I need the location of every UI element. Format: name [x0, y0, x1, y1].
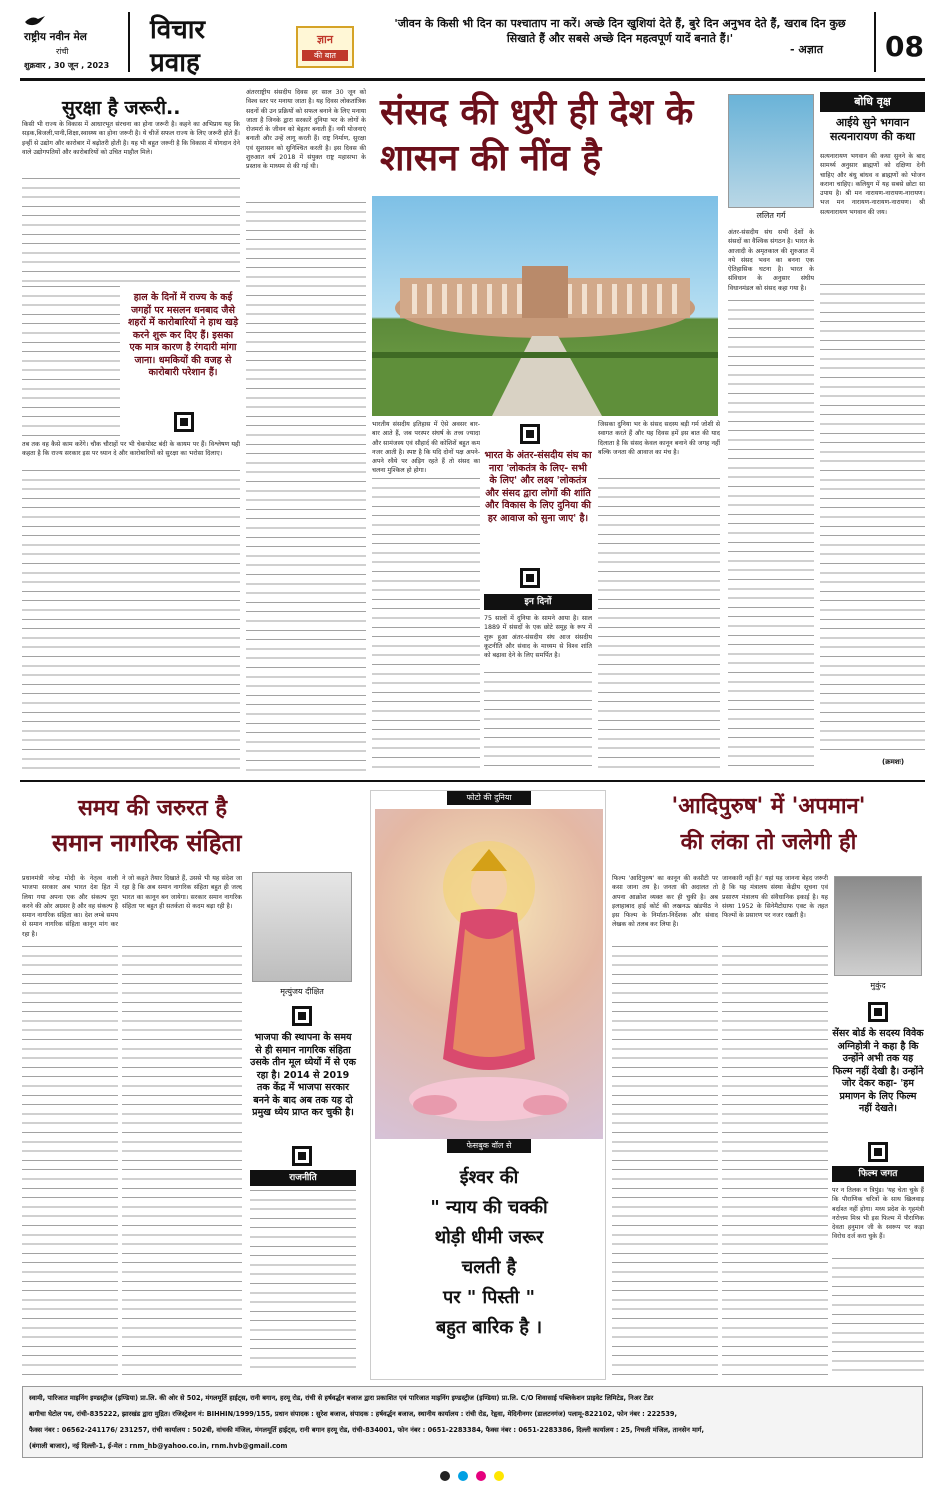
ucc-pullquote: भाजपा की स्थापना के समय से ही समान नागरिक संहिता उसके तीन मूल ध्येयों में से एक रहा है। 2014 से 2019 तक केंद्र में भाजपा सरकार बनने के बाद अब तक यह दो प्रमुख ध्येय प्राप्त कर चुकी है।	[250, 1032, 356, 1118]
parliament-right-col: अंतर-संसदीय संघ सभी देशों के संसदों का वैश्विक संगठन है। भारत के आजादी के अमृतकाल की शुरुआत में नये संसद भवन का बनना एक ऐतिहासिक घटना है। भारत के संविधान के अनुसार संघीय विधानमंडल को संसद कहा गया है।	[728, 229, 814, 292]
parliament-pullquote: भारत के अंतर-संसदीय संघ का नारा 'लोकतंत्र के लिए- सभी के लिए' और लक्ष्य 'लोकतंत्र और संसद द्वारा लोगों की शांति और विकास के लिए दुनिया की हर आवाज को सुना जाए' है।	[484, 450, 592, 524]
square-marker-icon	[174, 412, 194, 432]
gyan-badge	[296, 26, 354, 68]
bodhi-footer: (क्रमशः)	[882, 758, 905, 766]
square-marker-icon	[868, 1142, 888, 1162]
page-number: 08	[885, 30, 924, 63]
parliament-col3: जिसका दुनिया भर के संसद सदस्य बड़ी गर्म जोशी से स्वागत करते हैं और यह दिवस हमें इस बात की याद दिलाता है कि संसद केवल कानून बनाने की जगह नहीं बल्कि जनता की आवाज का मंच है।	[598, 421, 720, 456]
masthead-quote: 'जीवन के किसी भी दिन का पश्चाताप ना करें। अच्छे दिन खुशियां देते हैं, बुरे दिन अनुभव देते हैं, खराब दिन कुछ सिखाते हैं और सबसे अच्छे दिन महत्वपूर्ण यादें बनाते हैं।'	[394, 17, 846, 45]
bird-logo-icon	[24, 14, 46, 28]
quote-line: ईश्वर की	[459, 1167, 519, 1188]
security-tail: तब तक वह कैसे काम करेंगे। चौक चौराहों पर भी चेकपोस्ट बंदी के कायम पर हैं। विश्लेषण यही कहता है कि राज्य सरकार इस पर ध्यान दे और कारोबारियों को सुरक्षा का भरोसा दिलाए।	[22, 441, 240, 458]
parliament-section-label: इन दिनों	[484, 594, 592, 610]
facebook-box	[370, 790, 606, 1380]
square-marker-icon	[520, 568, 540, 588]
security-headline: सुरक्षा है जरूरी..	[62, 97, 181, 119]
square-marker-icon	[868, 1002, 888, 1022]
issue-date: शुक्रवार , 30 जून , 2023	[24, 61, 110, 70]
quote-line: चलती है	[461, 1257, 517, 1278]
parliament-intro-lead: अंतरराष्ट्रीय संसदीय दिवस हर साल 30 जून को विश्व स्तर पर मनाया जाता है। यह दिवस लोकतांत्रिक सदनों की उन प्रक्रियों को सफल बनाने के लिए मनाया जाता है जिनके द्वारा सरकारें दुनिया भर के लोगों के रोजमर्रा के जीवन को बेहतर बनाती हैं। नयी योजनाएं बनाती और उन्हें लागू करती हैं। राष्ट्र निर्माण, सुरक्षा एवं सुशासन को सुनिश्चित करती है। इस दिवस की शुरुआत वर्ष 2018 में संयुक्त राष्ट्र महासभा के प्रस्ताव के माध्यम से की गई थी।	[246, 89, 366, 171]
facebook-wall-label: फेसबुक वॉल से	[447, 1139, 531, 1153]
article-parliament-intro	[246, 88, 366, 778]
author-lalit-name: ललित गर्ग	[756, 211, 786, 220]
author-mukund-name: मुकुंद	[870, 981, 886, 990]
paper-name: राष्ट्रीय नवीन मेल	[24, 31, 87, 43]
square-marker-icon	[292, 1146, 312, 1166]
masthead	[0, 0, 945, 78]
imprint-line2: बागीचा घेटोल पथ, रांची-835222, झारखंड द्वारा मुद्रित। रजिस्ट्रेशन नं: BIHHIN/1999/155, प्रधान संपादक : सुरेश बजाज, संपादक : हर्षवर्द्धन बजाज, स्थानीय कार्यालय : रांची रोड, रेहृवा, मेदिनीनगर (डालटनगंज) पलामू-822102, फोन नंबर : 222539,	[29, 1410, 678, 1418]
parliament-photo	[372, 196, 718, 416]
facebook-quote	[379, 1163, 599, 1343]
adipurush-section-label: फिल्म जगत	[832, 1166, 924, 1182]
ucc-col1: प्रधानमंत्री नरेन्द्र मोदी के नेतृत्व वाली भाजपा सरकार अब भारत देश हित में लिया गया अपना एक और संकल्प पूरा करने की ओर अग्रसर है और वह संकल्प है समान नागरिक संहिता का। देश लम्बे समय से समान नागरिक संहिता कानून मांग कर रहा है।	[22, 875, 118, 938]
bodhi-label: बोधि वृक्ष	[820, 92, 925, 112]
ucc-section-label: राजनीति	[250, 1170, 356, 1186]
parliament-headline: संसद की धुरी ही देश के शासन की नींव है	[380, 92, 694, 179]
ucc-headline-2: समान नागरिक संहिता	[52, 829, 242, 857]
quote-author: - अज्ञात	[790, 43, 823, 56]
city: रांची	[56, 47, 69, 56]
author-mrityunjay-name: मृत्युंजय दीक्षित	[280, 987, 324, 996]
article-ucc	[22, 786, 362, 1380]
bodhi-headline: आईये सुने भगवान सत्यनारायण की कथा	[830, 116, 915, 143]
ucc-col2: ने जो कहते तैयार दिखाते हैं, उससे भी यह संदेश जा रहा है कि अब समान नागरिक संहिता बहुत ही जल्द भारत का कानून बन जायेगा। सरकार समान नागरिक संहिता पर बहुत ही सतर्कता से कदम बढ़ा रही है।	[122, 875, 242, 910]
adipurush-col3: पर न तिलक न त्रिपुंड। 'यह चेता चुके हैं कि पौराणिक चरित्रों के साथ खिलवाड़ बर्दाश्त नहीं होगा। मध्य प्रदेश के गृहमंत्री नरोत्तम मिश्र भी इस फिल्म में पौराणिक देवता हनुमान जी के स्वरूप पर कड़ा विरोध दर्ज करा चुके हैं।	[832, 1187, 924, 1241]
imprint	[22, 1386, 923, 1458]
section-title-line2: प्रवाह	[150, 48, 200, 78]
imprint-line4: (बंगाली बाजार), नई दिल्ली-1, ई-मेल : rnm_hb@yahoo.co.in, rnm.hvb@gmail.com	[29, 1442, 288, 1450]
adipurush-col2: जानकारी नहीं है।' यहां यह जानना बेहद जरूरी है कि यह मंत्रालय संस्था केंद्रीय सूचना एवं प्रसारण मंत्रालय की संवैधानिक इकाई है। यह संस्था 1952 के सिनेमैटोग्राफ एक्ट के तहत फिल्मों के प्रसारण पर नजर रखती है।	[722, 875, 828, 920]
bodhi-text: सत्यनारायण भगवान की कथा सुनने के बाद सामर्थ्य अनुसार ब्राह्मणों को दक्षिणा देनी चाहिए और बंधु बांधव व ब्राह्मणों को भोजन कराना चाहिए। कलियुग में यह सबसे छोटा सा उपाय है। श्री मन नारायण-नारायण-नारायण। भज मन नारायण-नारायण-नारायण। श्री सत्यनारायण भगवान की जय।	[820, 153, 925, 216]
security-lead: किसी भी राज्य के विकास में आधारभूत संरचना का होना जरूरी है। कहने का अभिप्राय यह कि सड़क,बिजली,पानी,शिक्षा,स्वास्थ्य का होना जरूरी है। ये चीजें सफल राज्य के लिए जरूरी होते हैं। इन्हीं से उद्योग और कारोबार में बढ़ोतरी होती है। यह भी बहुत जरूरी है कि विकास में योगदान देने वाले उद्योगपतियों और कारोबारियों को उचित माहौल मिले।	[22, 121, 240, 156]
adipurush-pullquote: सेंसर बोर्ड के सदस्य विवेक अग्निहोत्री ने कहा है कि उन्होंने अभी तक यह फिल्म नहीं देखी है। उन्होंने जोर देकर कहा- 'हम प्रमाणन के लिए फिल्म नहीं देखते।	[832, 1028, 924, 1114]
adipurush-col1: फिल्म 'आदिपुरुष' का कानून की कसौटी पर कसा जाना तय है। जनता की अदालत तो अपना आक्रोश व्यक्त कर ही चुकी है। अब इलाहाबाद हाई कोर्ट की लखनऊ खंडपीठ ने इस फिल्म के निर्माता-निर्देशक और संवाद लेखक को तलब कर लिया है।	[612, 875, 718, 929]
gyan-badge-top: ज्ञान	[316, 33, 333, 46]
print-color-marks	[440, 1466, 510, 1478]
security-pullquote: हाल के दिनों में राज्य के कई जगहों पर मसलन धनबाद जैसे शहरों में कारोबारियों ने हाथ खड़े करने शुरू कर दिए हैं। इसका एक मात्र कारण है रंगदारी मांगा जाना। धमकियों की वजह से कारोबारी परेशान हैं।	[127, 292, 239, 378]
photo-world-label: फोटो की दुनिया	[447, 791, 531, 805]
article-security	[22, 86, 240, 776]
article-adipurush	[612, 786, 925, 1380]
author-lalit-photo	[728, 94, 814, 208]
ucc-headline-1: समय की जरुरत है	[78, 796, 228, 821]
section-title-line1: विचार	[150, 15, 206, 45]
square-marker-icon	[520, 424, 540, 444]
author-mrityunjay-photo	[252, 872, 352, 982]
square-marker-icon	[292, 1006, 312, 1026]
parliament-col2: 75 सालों में दुनिया के सामने आया है। साल 1889 में संसदों के एक छोटे समूह के रूप में शुरू हुआ अंतर-संसदीय संघ आज संसदीय कूटनीति और संवाद के माध्यम से विश्व शांति को बढ़ावा देने के लिए समर्पित है।	[484, 615, 592, 660]
parliament-col1: भारतीय संसदीय इतिहास में ऐसे अवसर बार-बार आते हैं, जब परस्पर संघर्ष के तत्त्व ज्यादा और सामंजस्य एवं सौहार्द की कोशिशें बहुत कम नजर आती है। स्पष्ट है कि यदि दोनों पक्ष अपने-अपने रवैये पर अड़िग रहते हैं तो संसद का चलना मुश्किल हो होगा।	[372, 421, 480, 475]
goddess-photo	[375, 809, 603, 1139]
quote-line: पर " पिस्ती "	[443, 1287, 535, 1308]
author-mukund-photo	[834, 876, 922, 976]
imprint-line3: फैक्स नंबर : 06562-241176/ 231257, रांची कार्यालय : 502बी, वांचकी मंजिल, मंगलमूर्ति हाईट्स, रानी बगान हरमू रोड, रांची-834001, फोन नंबर : 0651-2283384, फैक्स नंबर : 0651-2283386, दिल्ली कार्यालय : 25, निचली मंजिल, तानसेन मार्ग,	[29, 1426, 705, 1434]
bodhi-section	[820, 92, 925, 776]
adipurush-headline-2: की लंका तो जलेगी ही	[680, 830, 857, 855]
gyan-badge-bottom: की बात	[302, 50, 348, 61]
quote-line: " न्याय की चक्की	[430, 1197, 548, 1218]
quote-line: थोड़ी धीमी जरूर	[434, 1227, 544, 1248]
imprint-line1: स्वामी, पारिजात माइनिंग इण्डस्ट्रीज (इण्डिया) प्रा.लि. की ओर से 502, मंगलमूर्ति हाईट्स, रानी बगान, हरमू रोड, रांची से हर्षवर्द्धन बजाज द्वारा प्रकाशित एवं पारिजात माइनिंग इण्डस्ट्रीज (इण्डिया) प्रा.लि. C/O शिवासाई पब्लिकेशन प्राइवेट लिमिटेड, निअर टेंडर	[29, 1394, 654, 1402]
quote-line: बहुत बारिक है ।	[435, 1317, 543, 1338]
adipurush-headline-1: 'आदिपुरुष' में 'अपमान'	[671, 794, 866, 819]
